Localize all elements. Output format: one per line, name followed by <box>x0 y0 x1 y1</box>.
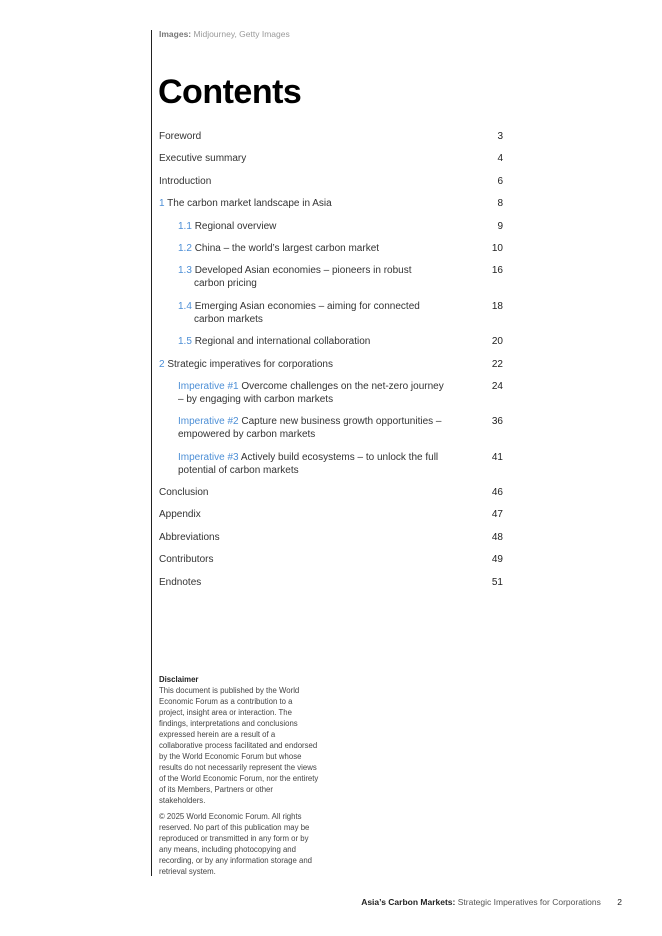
disclaimer-text: This document is published by the World Economic Forum as a contribution to a project, insight area or interaction. The findings, interpretations and conclusions expressed herein are a result of a collaborative process facilitated and endorsed by the World Economic Forum but whose results do not necessarily represent the views of the World Economic Forum, nor the entirety of its Members, Partners or other stakeholders. <box>159 686 319 805</box>
toc-entry-imperative-2[interactable] <box>159 415 503 441</box>
toc-entry-section-1-4[interactable] <box>159 300 503 326</box>
toc-entry-section-1[interactable] <box>159 197 503 210</box>
toc-page: 9 <box>497 220 503 232</box>
toc-number: Imperative #2 <box>178 416 239 428</box>
page-number: 2 <box>617 897 622 907</box>
toc-label: Emerging Asian economies – aiming for connected <box>194 300 420 312</box>
page-title: Contents <box>158 73 302 111</box>
toc-label: Foreword <box>159 131 202 142</box>
footer-title: Strategic Imperatives for Corporations <box>457 897 601 907</box>
toc-number: 1.2 <box>178 242 192 254</box>
toc-label: Overcome challenges on the net-zero journey – by engaging with carbon markets <box>178 380 444 405</box>
toc-entry-imperative-1[interactable] <box>159 380 503 406</box>
toc-page: 6 <box>497 175 503 187</box>
toc-entry-section-1-5[interactable] <box>159 335 503 348</box>
toc-entry-section-1-3[interactable] <box>159 264 503 290</box>
toc-entry-abbreviations[interactable] <box>159 531 503 544</box>
toc-entry-endnotes[interactable] <box>159 576 503 589</box>
toc-label: Endnotes <box>159 576 202 588</box>
toc-page: 49 <box>491 554 503 566</box>
toc-label-continued: carbon markets <box>194 313 263 325</box>
toc-page: 16 <box>491 265 503 277</box>
toc-label: China – the world’s largest carbon market <box>194 242 380 254</box>
toc-number: Imperative #3 <box>178 451 239 463</box>
toc-label: Conclusion <box>159 487 209 499</box>
toc-label: Abbreviations <box>159 531 220 543</box>
page-footer <box>361 897 622 907</box>
toc-label: Appendix <box>159 509 201 521</box>
toc-page: 4 <box>497 153 503 165</box>
toc-entry-appendix[interactable] <box>159 508 503 521</box>
disclaimer-heading: Disclaimer <box>159 675 199 684</box>
toc-entry-section-1-1[interactable] <box>159 220 503 233</box>
toc-label: Strategic imperatives for corporations <box>167 358 333 370</box>
image-credits <box>159 29 290 39</box>
toc-label: The carbon market landscape in Asia <box>167 198 332 210</box>
toc-entry-section-1-2[interactable] <box>159 242 503 255</box>
toc-entry-imperative-3[interactable] <box>159 451 503 477</box>
margin-rule <box>151 30 152 876</box>
toc-number: 1.3 <box>178 265 192 277</box>
toc-page: 48 <box>491 531 503 543</box>
toc-entry-section-2[interactable] <box>159 358 503 371</box>
toc-page: 47 <box>491 509 503 521</box>
toc-number: 1.5 <box>178 336 192 348</box>
credits-text: Midjourney, Getty Images <box>193 29 290 39</box>
toc-label: Actively build ecosystems – to unlock the full potential of carbon markets <box>178 451 439 476</box>
toc-entry-foreword[interactable] <box>159 130 503 143</box>
toc-page: 3 <box>497 131 503 142</box>
table-of-contents <box>159 130 503 598</box>
toc-label: Regional and international collaboration <box>194 336 371 348</box>
toc-page: 46 <box>491 487 503 499</box>
toc-number: Imperative #1 <box>178 380 239 392</box>
credits-label: Images: <box>159 29 192 39</box>
toc-page: 18 <box>491 300 503 312</box>
toc-label: Contributors <box>159 554 214 566</box>
toc-page: 24 <box>491 380 503 392</box>
toc-entry-conclusion[interactable] <box>159 486 503 499</box>
toc-label: Introduction <box>159 175 212 187</box>
copyright-text: © 2025 World Economic Forum. All rights reserved. No part of this publication may be reproduced or transmitted in any form or by any means, including photocopying and recording, or by any information storage and retrieval system. <box>159 812 312 876</box>
toc-page: 22 <box>491 358 503 370</box>
toc-label-continued: carbon pricing <box>194 278 257 290</box>
toc-label: Regional overview <box>194 220 277 232</box>
disclaimer <box>159 674 319 882</box>
toc-entry-introduction[interactable] <box>159 175 503 188</box>
toc-page: 41 <box>491 451 503 463</box>
toc-label: Developed Asian economies – pioneers in robust <box>194 265 412 277</box>
toc-number: 1.4 <box>178 300 192 312</box>
toc-number: 1.1 <box>178 220 192 232</box>
toc-page: 36 <box>491 416 503 428</box>
toc-page: 10 <box>491 242 503 254</box>
toc-label: Executive summary <box>159 153 247 165</box>
toc-page: 51 <box>491 576 503 588</box>
toc-page: 20 <box>491 336 503 348</box>
toc-entry-contributors[interactable] <box>159 553 503 566</box>
toc-entry-executive-summary[interactable] <box>159 152 503 165</box>
footer-title-bold: Asia’s Carbon Markets: <box>361 897 456 907</box>
toc-label: Capture new business growth opportunities – empowered by carbon markets <box>178 416 442 441</box>
toc-page: 8 <box>497 198 503 210</box>
toc-number: 2 <box>159 358 165 370</box>
toc-number: 1 <box>159 198 165 210</box>
